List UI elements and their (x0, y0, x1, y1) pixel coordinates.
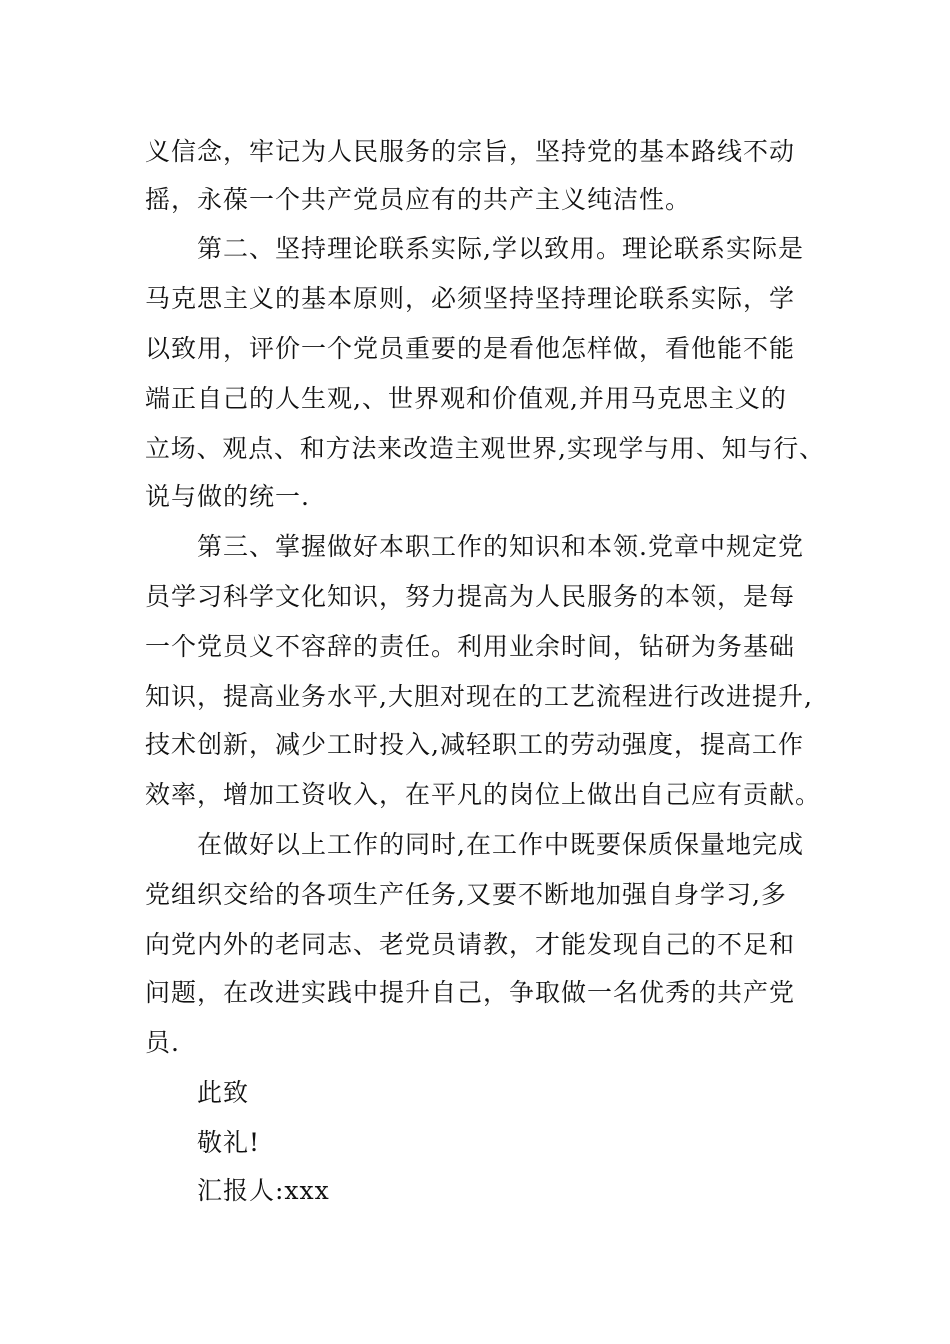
body-line: 说与做的统一. (145, 482, 310, 511)
body-line: 效率，增加工资收入，在平凡的岗位上做出自己应有贡献。 (145, 780, 822, 809)
body-line: 义信念，牢记为人民服务的宗旨，坚持党的基本路线不动 (145, 137, 796, 166)
body-line: 员学习科学文化知识，努力提高为人民服务的本领，是每 (145, 582, 796, 611)
body-line: 立场、观点、和方法来改造主观世界,实现学与用、知与行、 (145, 434, 825, 463)
body-line: 问题，在改进实践中提升自己，争取做一名优秀的共产党 (145, 978, 796, 1007)
body-line: 一个党员义不容辞的责任。利用业余时间，钻研为务基础 (145, 632, 796, 661)
paragraph-first-line: 第二、坚持理论联系实际,学以致用。理论联系实际是 (197, 234, 804, 263)
body-line: 摇，永葆一个共产党员应有的共产主义纯洁性。 (145, 185, 692, 214)
body-line: 党组织交给的各项生产任务,又要不断地加强自身学习,多 (145, 880, 787, 909)
closing-regards: 敬礼! (197, 1128, 261, 1157)
reporter-signature: 汇报人:xxx (197, 1176, 330, 1205)
body-line: 知识，提高业务水平,大胆对现在的工艺流程进行改进提升, (145, 682, 813, 711)
body-line: 员. (145, 1028, 180, 1057)
body-line: 技术创新，减少工时投入,减轻职工的劳动强度，提高工作 (145, 730, 804, 759)
closing-salutation: 此致 (197, 1078, 250, 1107)
body-line: 以致用，评价一个党员重要的是看他怎样做，看他能不能 (145, 334, 796, 363)
body-line: 端正自己的人生观,、世界观和价值观,并用马克思主义的 (145, 384, 787, 413)
body-line: 向党内外的老同志、老党员请教，才能发现自己的不足和 (145, 930, 796, 959)
body-line: 马克思主义的基本原则，必须坚持坚持理论联系实际，学 (145, 284, 796, 313)
paragraph-first-line: 在做好以上工作的同时,在工作中既要保质保量地完成 (197, 830, 804, 859)
paragraph-first-line: 第三、掌握做好本职工作的知识和本领.党章中规定党 (197, 532, 804, 561)
